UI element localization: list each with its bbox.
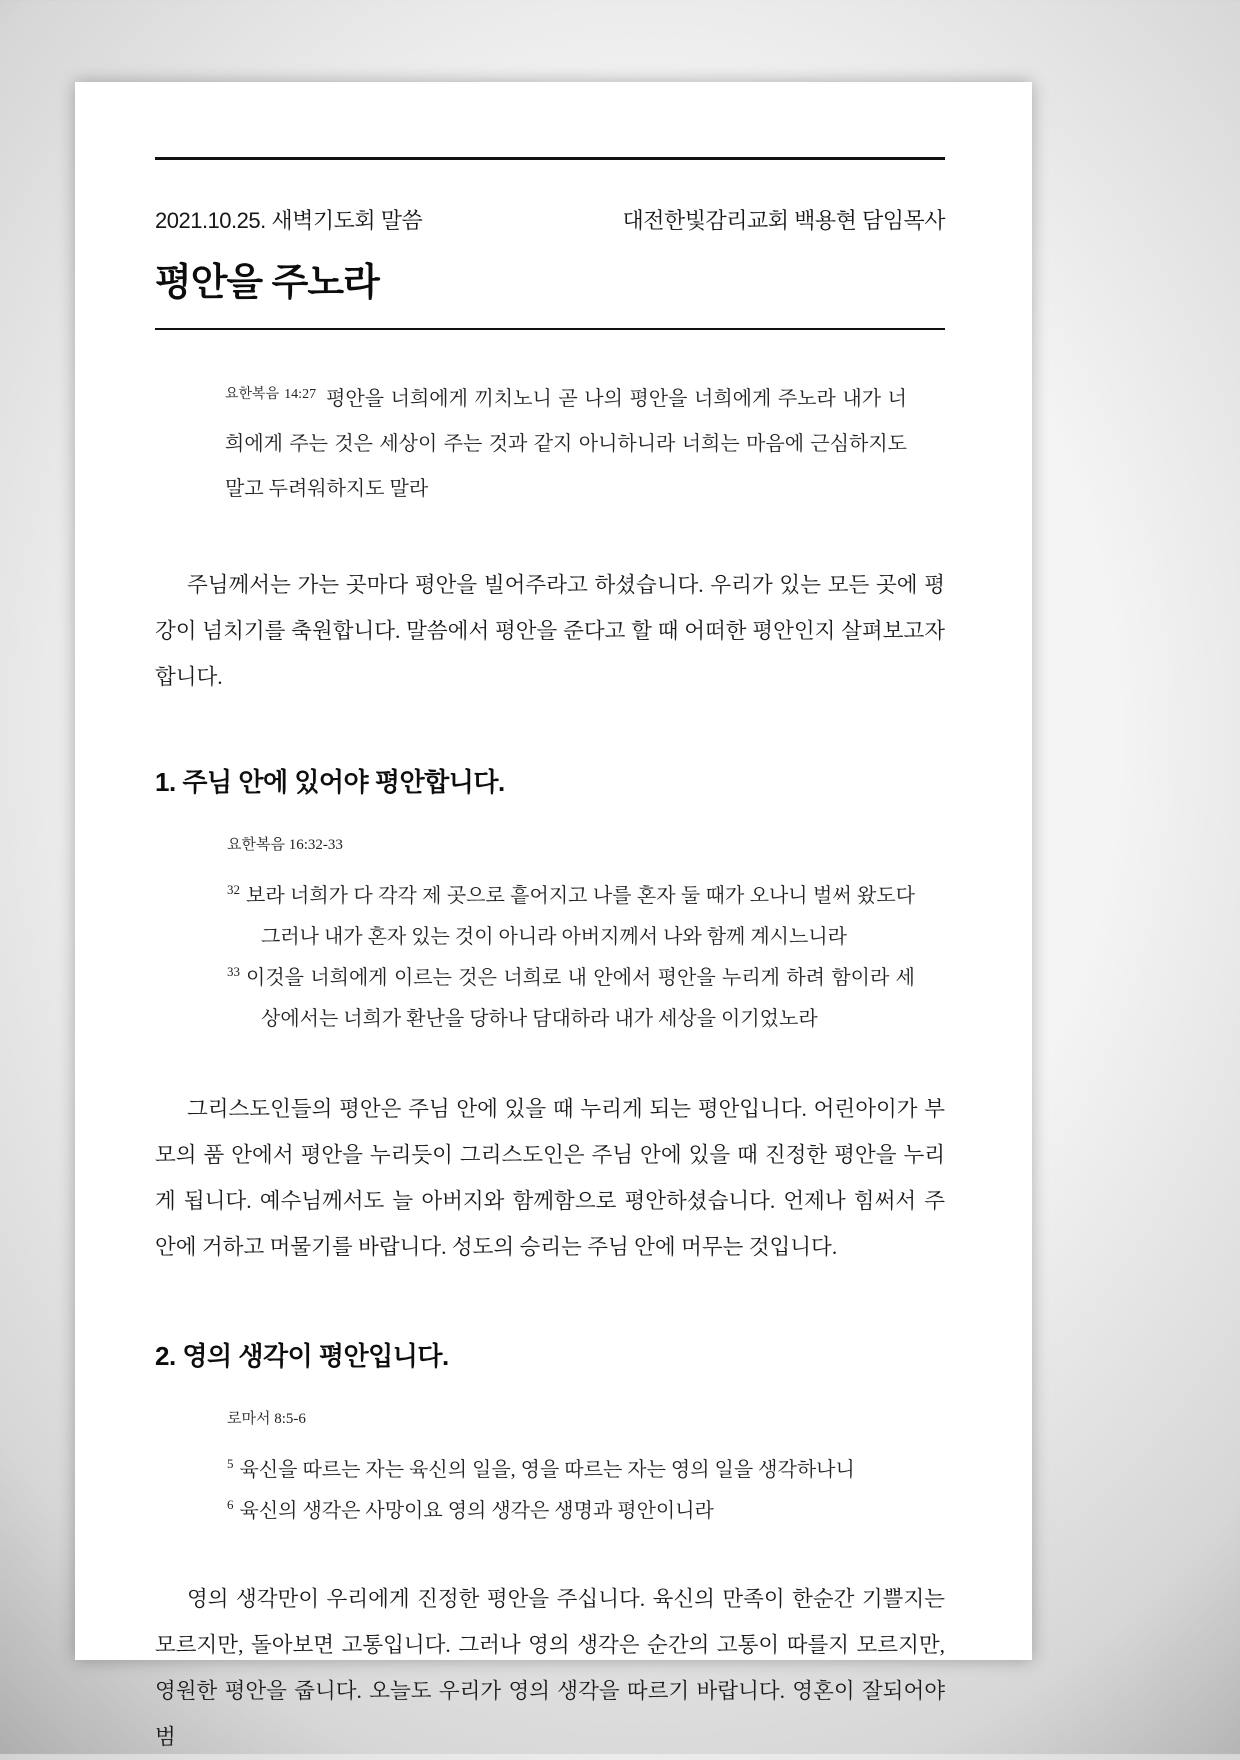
intro-scripture-text: 평안을 너희에게 끼치노니 곧 나의 평안을 너희에게 주노라 내가 너희에게 주는 것은 세상이 주는 것과 같지 아니하니라 너희는 마음에 근심하지도 말고 두려워하지도 말라 [225,388,907,500]
verse-6 [227,1491,915,1532]
verse-5-number: 5 [227,1456,234,1472]
verse-33-text: 이것을 너희에게 이르는 것은 너희로 내 안에서 평안을 누리게 하려 함이라 세상에서는 너희가 환난을 당하나 담대하라 내가 세상을 이기었노라 [246,967,915,1030]
section-2-scripture-quote [227,1450,915,1532]
opening-paragraph: 주님께서는 가는 곳마다 평안을 빌어주라고 하셨습니다. 우리가 있는 모든 곳에 평강이 넘치기를 축원합니다. 말씀에서 평안을 준다고 할 때 어떠한 평안인지 살펴보고자 합니다. [155,573,945,689]
section-1-heading: 1. 주님 안에 있어야 평안합니다. [155,767,505,797]
top-rule [155,157,945,160]
section-2-scripture-reference: 로마서 8:5-6 [227,1411,306,1427]
section-1-paragraph: 그리스도인들의 평안은 주님 안에 있을 때 누리게 되는 평안입니다. 어린아이가 부모의 품 안에서 평안을 누리듯이 그리스도인은 주님 안에 있을 때 진정한 평안을 누리게 됩니다. 예수님께서도 늘 아버지와 함께함으로 평안하셨습니다. 언제나 힘써서 주 안에 거하고 머물기를 바랍니다. 성도의 승리는 주님 안에 머무는 것입니다. [155,1097,945,1259]
verse-6-text: 육신의 생각은 사망이요 영의 생각은 생명과 평안이니라 [239,1500,714,1522]
page-title: 평안을 주노라 [155,262,379,304]
verse-6-number: 6 [227,1497,234,1513]
verse-32-number: 32 [227,882,240,898]
section-1-scripture-reference: 요한복음 16:32-33 [227,837,343,853]
section-1-scripture-quote [227,876,915,1040]
verse-33 [227,958,915,1040]
section-2-heading: 2. 영의 생각이 평안입니다. [155,1341,449,1371]
document-page [75,82,1032,1749]
verse-5 [227,1450,915,1491]
intro-scripture-reference: 요한복음 14:27 [225,387,317,402]
section-2-paragraph: 영의 생각만이 우리에게 진정한 평안을 주십니다. 육신의 만족이 한순간 기쁠지는 모르지만, 돌아보면 고통입니다. 그러나 영의 생각은 순간의 고통이 따를지 모르지만, 영원한 평안을 줍니다. 오늘도 우리가 영의 생각을 따르기 바랍니다. 영혼이 잘되어야 범 [155,1587,945,1749]
header-date-service: 2021.10.25. 새벽기도회 말씀 [155,208,423,233]
verse-32 [227,876,915,958]
verse-32-text: 보라 너희가 다 각각 제 곳으로 흩어지고 나를 혼자 둘 때가 오나니 벌써 왔도다 그러나 내가 혼자 있는 것이 아니라 아버지께서 나와 함께 계시느니라 [246,885,915,948]
document-header [155,204,945,235]
intro-scripture-quote [225,372,907,512]
title-underline-rule [155,328,945,330]
verse-33-number: 33 [227,964,240,980]
verse-5-text: 육신을 따르는 자는 육신의 일을, 영을 따르는 자는 영의 일을 생각하나니 [239,1459,855,1481]
header-church-pastor: 대전한빛감리교회 백용현 담임목사 [622,208,945,233]
